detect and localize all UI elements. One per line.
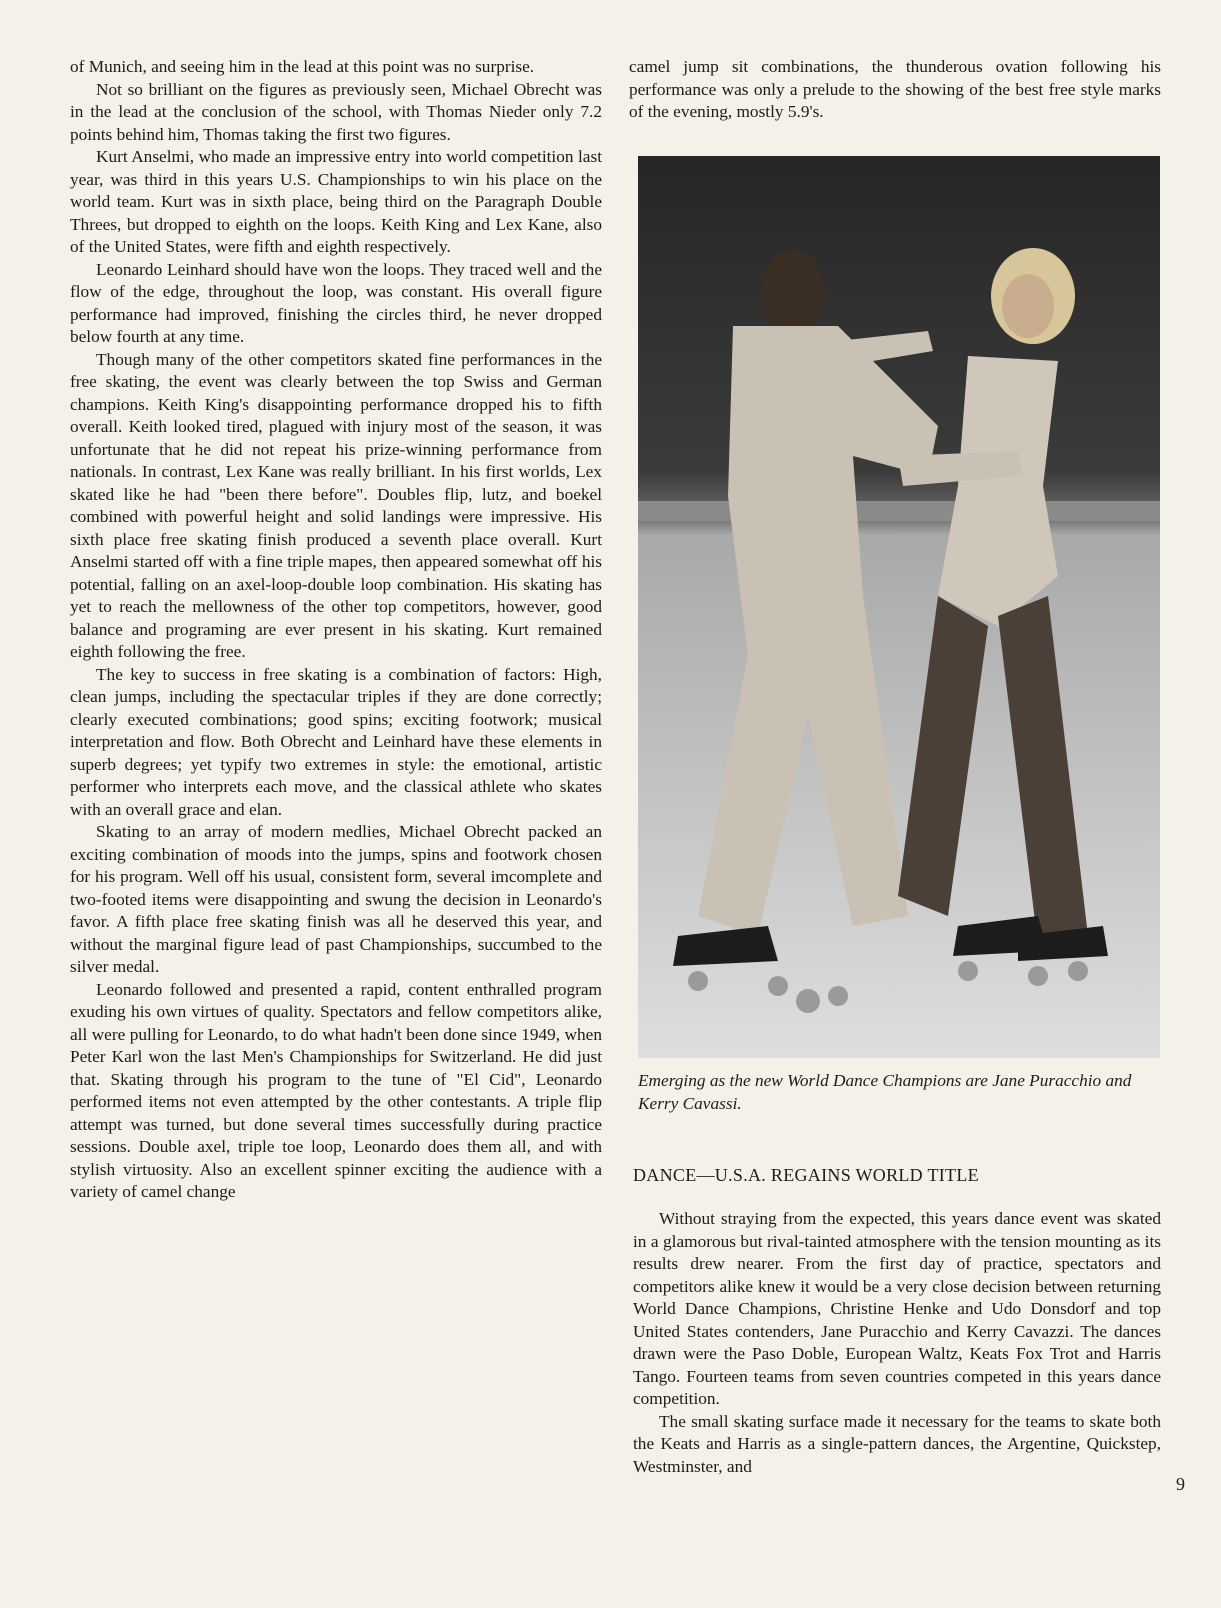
paragraph: Without straying from the expected, this years dance event was skated in a glamorous but rival-tainted atmosphere with the tension mounting as its results drew nearer. From the first day of practice, spectators and competitors alike knew it would be a very close decision between returning World Dance Champions, Christine Henke and Udo Donsdorf and top United States contenders, Jane Puracchio and Kerry Cavazzi. The dances drawn were the Paso Doble, European Waltz, Keats Fox Trot and Harris Tango. Fourteen teams from seven countries competed in this years dance competition. xyxy=(633,1209,1161,1408)
paragraph: The key to success in free skating is a combination of factors: High, clean jumps, including the spectacular triples if they are done correctly; clearly executed combinations; good spins; exciting footwork; musical interpretation and flow. Both Obrecht and Leinhard have these elements in superb degrees; yet typify two extremes in style: the emotional, artistic performer who interprets each move, and the classical athlete who skates with an overall grace and elan. xyxy=(70,664,602,819)
paragraph: of Munich, and seeing him in the lead at this point was no surprise. xyxy=(70,57,535,76)
left-text-column xyxy=(70,56,602,1204)
paragraph: The small skating surface made it necessary for the teams to skate both the Keats and Harris as a single-pattern dances, the Argentine, Quickstep, Westminster, and xyxy=(633,1411,1161,1476)
paragraph: Not so brilliant on the figures as previously seen, Michael Obrecht was in the lead at the conclusion of the school, with Thomas Nieder only 7.2 points behind him, Thomas taking the first two figures. xyxy=(70,79,602,144)
paragraph: Kurt Anselmi, who made an impressive entry into world competition last year, was third in this years U.S. Championships to win his place on the world team. Kurt was in sixth place, being third on the Paragraph Double Threes, but dropped to eighth on the loops. Keith King and Lex Kane, also of the United States, were fifth and eighth respectively. xyxy=(70,147,602,256)
dance-couple-photo xyxy=(638,156,1160,1058)
right-text-column-bottom xyxy=(633,1208,1161,1478)
right-text-column-top xyxy=(629,56,1161,124)
paragraph: Though many of the other competitors skated fine performances in the free skating, the event was clearly between the top Swiss and German champions. Keith King's disappointing performance dropped his to fifth overall. Keith looked tired, plagued with injury most of the season, it was unfortunate that he did not repeat his prize-winning performance from nationals. In contrast, Lex Kane was really brilliant. In his first worlds, Lex skated like he had "been there before". Doubles flip, lutz, and boekel combined with powerful height and solid landings were impressive. His sixth place free skating finish produced a seventh place overall. Kurt Anselmi started off with a fine triple mapes, then appeared somewhat off his potential, falling on an axel-loop-double loop combination. His skating has yet to reach the mellowness of the other top competitors, however, good balance and programing are ever present in his skating. Kurt remained eighth following the free. xyxy=(70,349,602,661)
paragraph: Leonardo Leinhard should have won the loops. They traced well and the flow of the edge, throughout the loop, was constant. His overall figure performance had improved, finishing the circles third, he never dropped below fourth at any time. xyxy=(70,259,602,346)
photo-caption: Emerging as the new World Dance Champions are Jane Puracchio and Kerry Cavassi. xyxy=(638,1071,1132,1113)
skating-pair-illustration xyxy=(638,156,1160,1058)
page-number: 9 xyxy=(1176,1474,1185,1494)
paragraph: camel jump sit combinations, the thunderous ovation following his performance was only a prelude to the showing of the best free style marks of the evening, mostly 5.9's. xyxy=(629,57,1161,121)
section-heading: DANCE—U.S.A. REGAINS WORLD TITLE xyxy=(633,1165,979,1185)
paragraph: Leonardo followed and presented a rapid, content enthralled program exuding his own virtues of quality. Spectators and fellow competitors alike, all were pulling for Leonardo, to do what hadn't been done since 1949, when Peter Karl won the last Men's Championships for Switzerland. He did just that. Skating through his program to the tune of "El Cid", Leonardo performed items not even attempted by the other contestants. A triple flip attempt was turned, but done several times successfully during practice sessions. Double axel, triple toe loop, Leonardo does them all, and with stylish virtuosity. Also an excellent spinner exciting the audience with a variety of camel change xyxy=(70,979,602,1201)
paragraph: Skating to an array of modern medlies, Michael Obrecht packed an exciting combination of moods into the jumps, spins and footwork chosen for his program. Well off his usual, consistent form, several imcomplete and two-footed items were disappointing and swung the decision in Leonardo's favor. A fifth place free skating finish was all he deserved this year, and without the marginal figure lead of past Championships, succumbed to the silver medal. xyxy=(70,822,602,976)
